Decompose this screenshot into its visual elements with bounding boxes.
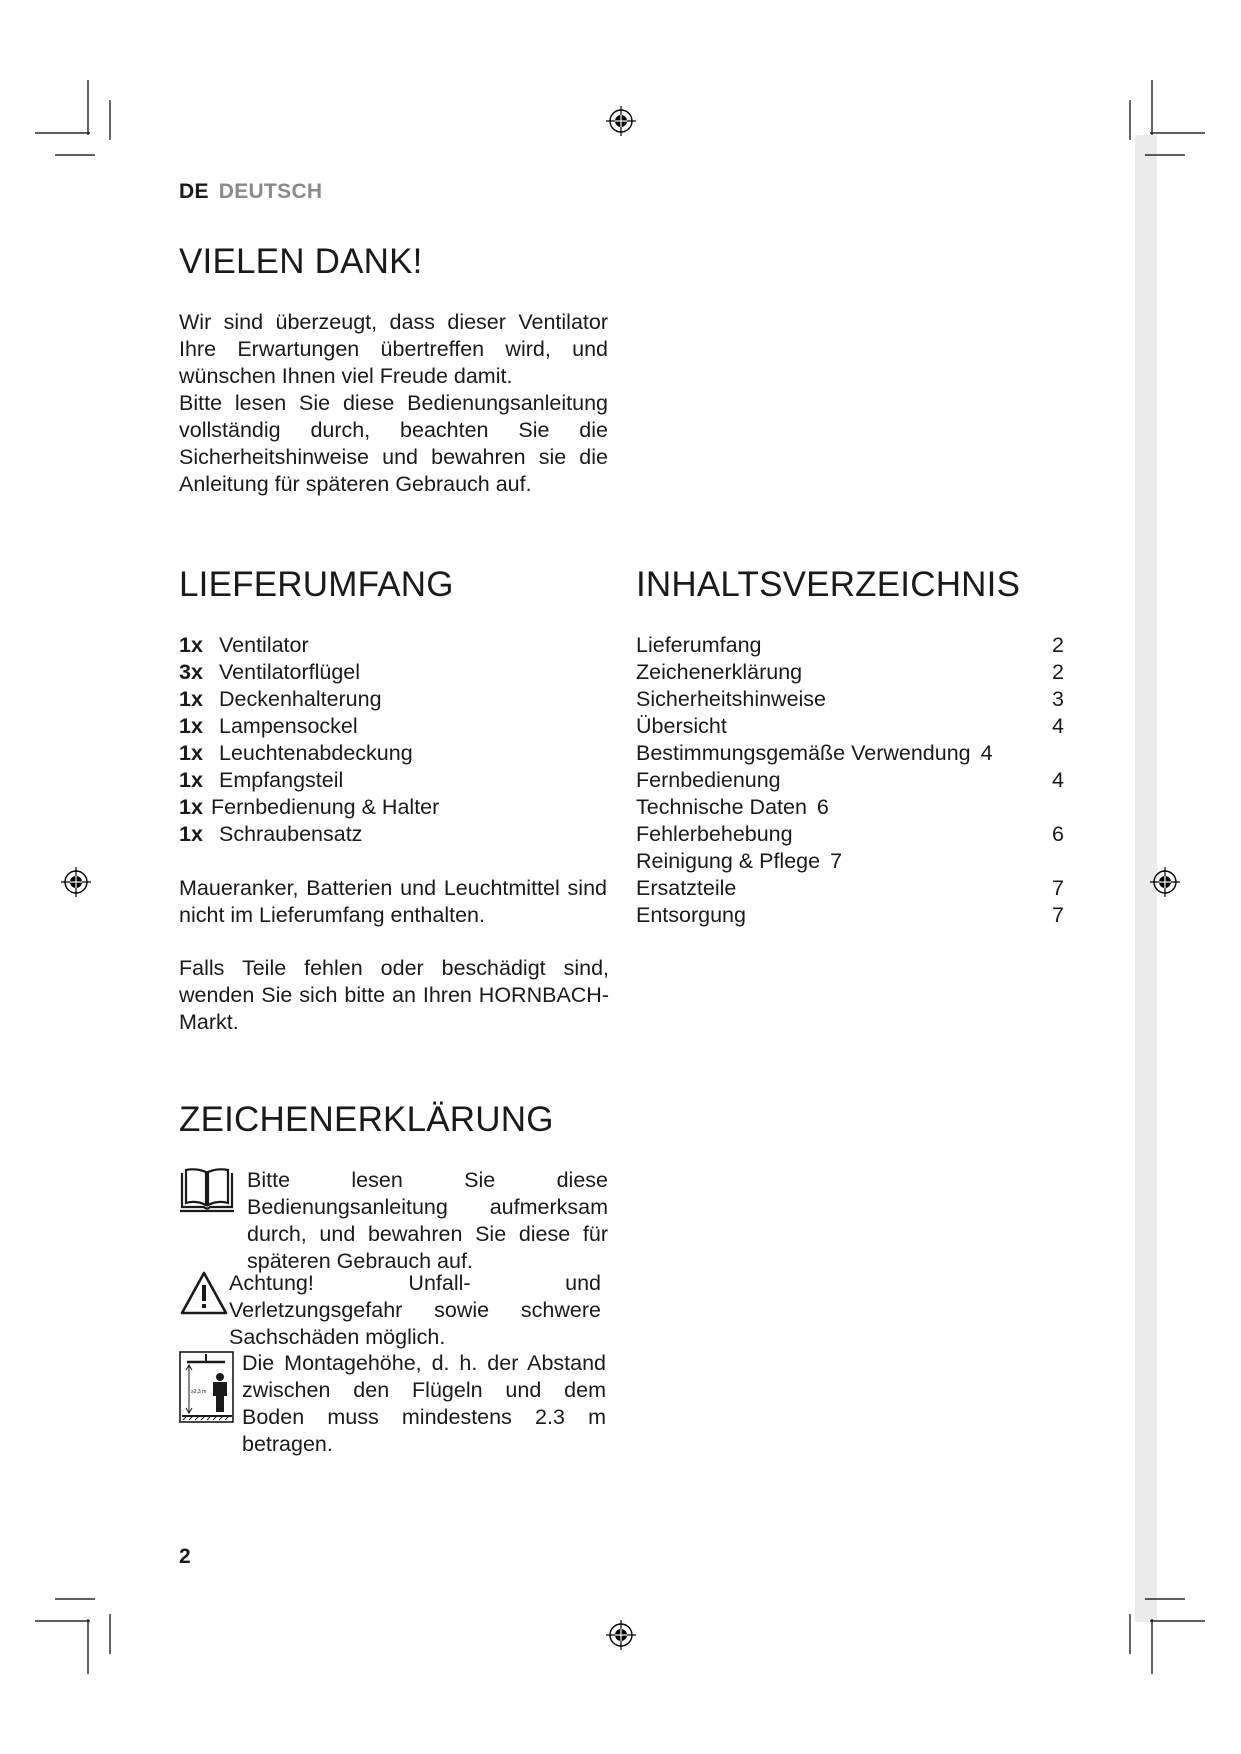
delivery-note-excluded: Maueranker, Batterien und Leuchtmittel sind nicht im Lieferumfang enthalten.: [179, 876, 607, 927]
toc-label: Entsorgung: [636, 903, 746, 927]
crop-mark-top-left: [35, 80, 115, 160]
svg-text:≥2,3 m: ≥2,3 m: [191, 1389, 207, 1395]
delivery-label: Ventilator: [219, 633, 309, 657]
mounting-height-icon: [179, 1350, 235, 1429]
warning-icon: [179, 1270, 229, 1321]
delivery-title: LIEFERUMFANG: [179, 565, 454, 604]
toc-entry[interactable]: [636, 713, 1064, 740]
delivery-item: [179, 713, 439, 740]
toc-entry[interactable]: [636, 848, 1064, 875]
language-name: DEUTSCH: [218, 180, 323, 203]
toc-label: Fernbedienung: [636, 768, 781, 792]
toc-entry[interactable]: [636, 767, 1064, 794]
delivery-item: [179, 740, 439, 767]
delivery-qty: 1x: [179, 687, 203, 711]
toc-entry[interactable]: [636, 821, 1064, 848]
delivery-label: Lampensockel: [219, 714, 358, 738]
toc-label: Ersatzteile: [636, 876, 737, 900]
toc-page: 7: [1052, 903, 1064, 927]
delivery-label: Schraubensatz: [219, 822, 363, 846]
toc-title: INHALTSVERZEICHNIS: [636, 565, 1021, 604]
toc-page: 4: [980, 741, 993, 765]
crop-mark-bottom-right: [1125, 1594, 1205, 1674]
symbol-mounting-height-text: Die Montagehöhe, d. h. der Abstand zwischen den Flügeln und dem Boden muss mindestens 2.3 m betragen.: [242, 1351, 606, 1456]
delivery-item: [179, 632, 439, 659]
toc-label: Fehlerbehebung: [636, 822, 793, 846]
language-code: DE: [179, 180, 209, 203]
delivery-qty: 1x: [179, 714, 203, 738]
toc-label: Technische Daten: [636, 795, 807, 819]
toc-page: 6: [1052, 822, 1064, 846]
delivery-label: Fernbedienung & Halter: [211, 795, 440, 819]
toc-page: 7: [830, 849, 843, 873]
delivery-label: Empfangsteil: [219, 768, 344, 792]
toc-entry[interactable]: [636, 740, 1064, 767]
toc-label: Zeichenerklärung: [636, 660, 803, 684]
delivery-item: [179, 659, 439, 686]
delivery-item: [179, 794, 439, 821]
symbols-title: ZEICHENERKLÄRUNG: [179, 1100, 554, 1139]
intro-paragraph-2: Bitte lesen Sie diese Bedienungsanleitung vollständig durch, beachten Sie die Sicherheitshinweise und bewahren sie die Anleitung für späteren Gebrauch auf.: [179, 391, 608, 496]
toc-entry[interactable]: [636, 794, 1064, 821]
registration-mark-bottom: [606, 1620, 636, 1650]
toc-label: Reinigung & Pflege: [636, 849, 821, 873]
toc-list: [636, 632, 1064, 929]
toc-label: Übersicht: [636, 714, 727, 738]
language-header: [179, 180, 322, 204]
toc-page: 4: [1052, 714, 1064, 738]
toc-label: Sicherheitshinweise: [636, 687, 827, 711]
toc-page: 2: [1052, 633, 1064, 657]
delivery-label: Ventilatorflügel: [219, 660, 361, 684]
intro-text: [179, 309, 608, 498]
intro-paragraph-1: Wir sind überzeugt, dass dieser Ventilator Ihre Erwartungen übertreffen wird, und wünschen Ihnen viel Freude damit.: [179, 310, 608, 388]
toc-entry[interactable]: [636, 659, 1064, 686]
delivery-label: Leuchtenabdeckung: [219, 741, 413, 765]
registration-mark-right: [1150, 867, 1180, 897]
delivery-item: [179, 821, 439, 848]
toc-page: 4: [1052, 768, 1064, 792]
delivery-item: [179, 686, 439, 713]
toc-entry[interactable]: [636, 902, 1064, 929]
toc-page: 7: [1052, 876, 1064, 900]
toc-page: 3: [1052, 687, 1064, 711]
crop-mark-top-right: [1125, 80, 1205, 160]
registration-mark-top: [606, 106, 636, 136]
toc-entry[interactable]: [636, 686, 1064, 713]
crop-mark-bottom-left: [35, 1594, 115, 1674]
delivery-qty: 1x: [179, 768, 203, 792]
delivery-qty: 1x: [179, 795, 203, 819]
symbol-read-manual-text: Bitte lesen Sie diese Bedienungsanleitung aufmerksam durch, und bewahren Sie diese für späteren Gebrauch auf.: [247, 1168, 608, 1273]
delivery-qty: 3x: [179, 660, 203, 684]
toc-page: 2: [1052, 660, 1064, 684]
delivery-qty: 1x: [179, 741, 203, 765]
toc-label: Lieferumfang: [636, 633, 762, 657]
delivery-list: [179, 632, 439, 848]
symbol-warning-text: Achtung! Unfall- und Verletzungsgefahr sowie schwere Sachschäden möglich.: [229, 1271, 601, 1349]
delivery-label: Deckenhalterung: [219, 687, 382, 711]
delivery-item: [179, 767, 439, 794]
thanks-title: VIELEN DANK!: [179, 242, 423, 281]
delivery-qty: 1x: [179, 633, 203, 657]
book-icon: [179, 1167, 235, 1220]
delivery-note-missing: Falls Teile fehlen oder beschädigt sind, wenden Sie sich bitte an Ihren HORNBACH-Markt.: [179, 956, 609, 1034]
page-number: 2: [179, 1545, 191, 1568]
delivery-qty: 1x: [179, 822, 203, 846]
registration-mark-left: [61, 867, 91, 897]
toc-label: Bestimmungsgemäße Verwendung: [636, 741, 971, 765]
toc-entry[interactable]: [636, 875, 1064, 902]
toc-entry[interactable]: [636, 632, 1064, 659]
toc-page: 6: [816, 795, 829, 819]
